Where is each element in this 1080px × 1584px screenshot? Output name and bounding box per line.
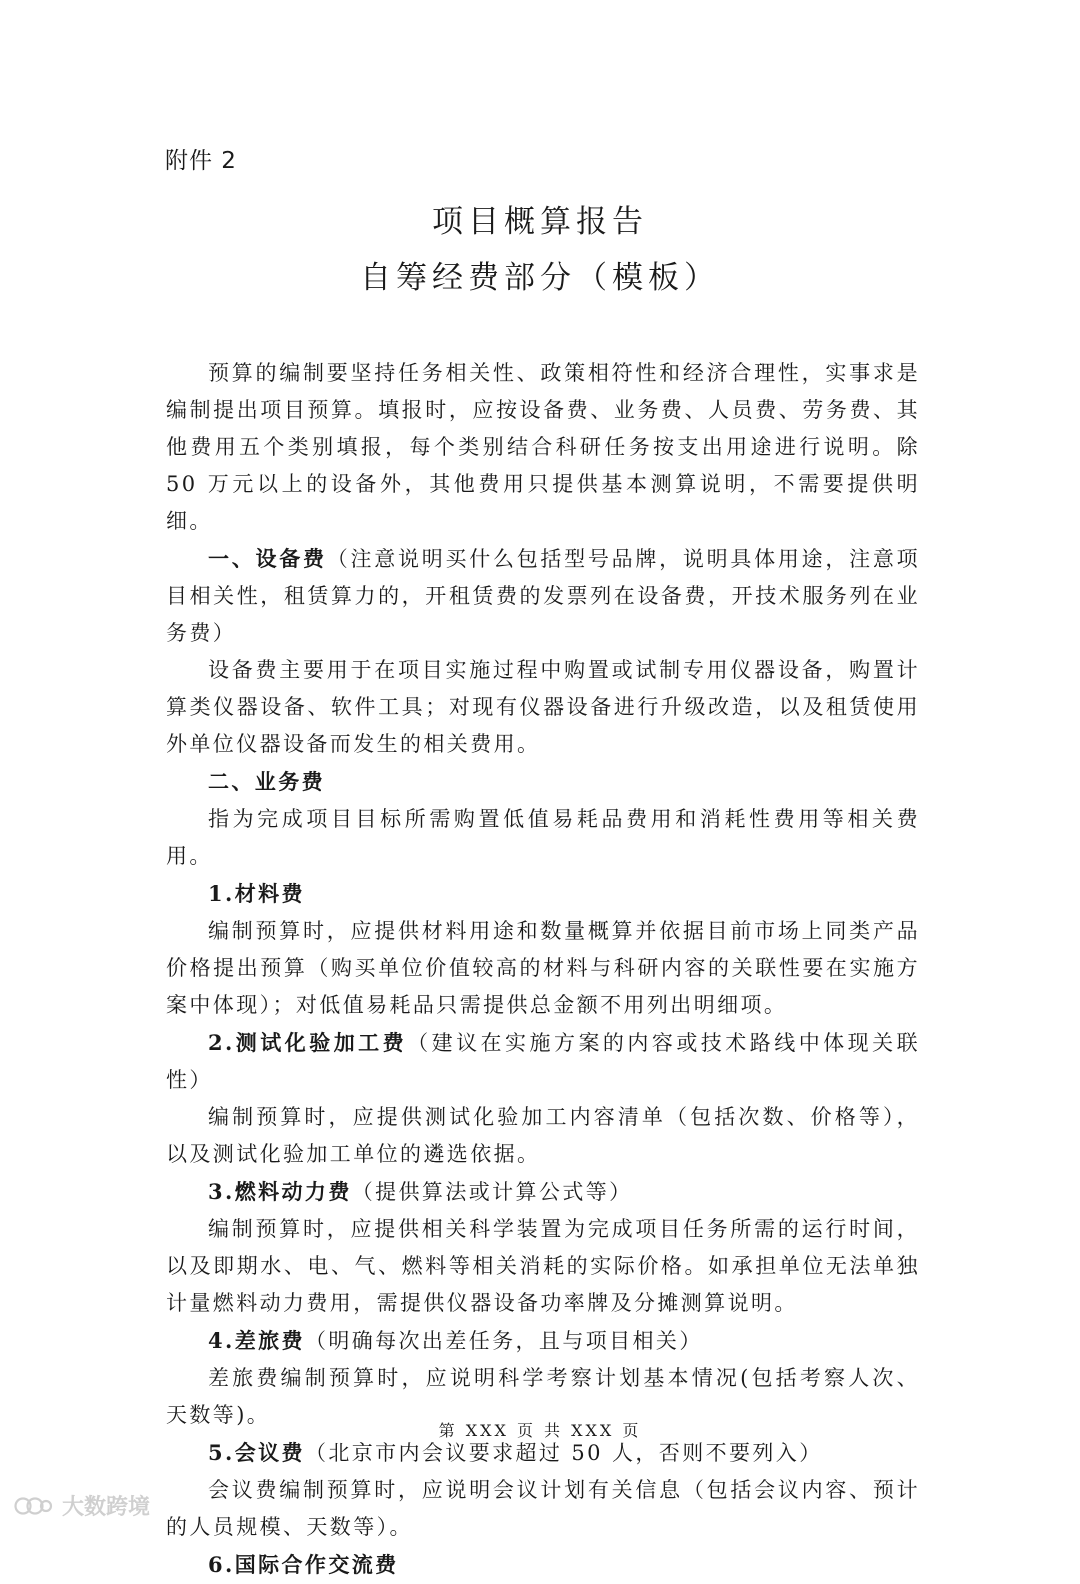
watermark-logo-icon xyxy=(14,1495,54,1517)
item-testing-body: 编制预算时，应提供测试化验加工内容清单（包括次数、价格等），以及测试化验加工单位的遴选依据。 xyxy=(166,1105,920,1166)
section-business-body: 指为完成项目目标所需购置低值易耗品费用和消耗性费用等相关费用。 xyxy=(166,807,920,868)
watermark-text: 大数跨境 xyxy=(62,1495,151,1520)
item-heading: 2.测试化验加工费 xyxy=(208,1030,408,1055)
page-footer: 第 XXX 页 共 XXX 页 xyxy=(438,1421,642,1440)
item-note: （北京市内会议要求超过 50 人，否则不要列入） xyxy=(304,1441,823,1465)
item-note: （建议在实施方案的内容或技术路线中体现关联性） xyxy=(166,1031,920,1092)
attachment-label: 附件 2 xyxy=(165,148,237,174)
document-subtitle: 自筹经费部分（模板） xyxy=(360,260,720,296)
section-equipment xyxy=(166,540,920,652)
item-testing xyxy=(166,1024,920,1099)
document-body xyxy=(166,355,920,1584)
item-meeting-body: 会议费编制预算时，应说明会议计划有关信息（包括会议内容、预计的人员规模、天数等）。 xyxy=(166,1478,920,1539)
item-heading: 6.国际合作交流费 xyxy=(208,1552,399,1577)
item-heading: 3.燃料动力费 xyxy=(208,1179,352,1204)
item-materials-body: 编制预算时，应提供材料用途和数量概算并依据目前市场上同类产品价格提出预算（购买单位价值较高的材料与科研内容的关联性要在实施方案中体现）；对低值易耗品只需提供总金额不用列出明细项。 xyxy=(166,919,920,1017)
item-travel xyxy=(166,1322,920,1360)
section-note: （注意说明买什么包括型号品牌，说明具体用途，注意项目相关性，租赁算力的，开租赁费的发票列在设备费，开技术服务列在业务费） xyxy=(166,547,921,645)
item-travel-body: 差旅费编制预算时，应说明科学考察计划基本情况(包括考察人次、天数等)。 xyxy=(166,1366,920,1427)
section-business xyxy=(166,763,920,801)
item-international xyxy=(166,1546,920,1584)
item-heading: 1.材料费 xyxy=(208,881,305,906)
item-note: （明确每次出差任务，且与项目相关） xyxy=(304,1329,703,1353)
item-materials xyxy=(166,875,920,913)
item-heading: 4.差旅费 xyxy=(208,1328,305,1353)
item-fuel-body: 编制预算时，应提供相关科学装置为完成项目任务所需的运行时间，以及即期水、电、气、燃料等相关消耗的实际价格。如承担单位无法单独计量燃料动力费用，需提供仪器设备功率牌及分摊测算说明。 xyxy=(166,1217,920,1315)
watermark xyxy=(14,1490,150,1521)
section-equipment-body: 设备费主要用于在项目实施过程中购置或试制专用仪器设备，购置计算类仪器设备、软件工具；对现有仪器设备进行升级改造，以及租赁使用外单位仪器设备而发生的相关费用。 xyxy=(166,658,920,756)
section-heading: 二、业务费 xyxy=(208,769,325,794)
section-heading: 一、设备费 xyxy=(208,546,327,571)
item-heading: 5.会议费 xyxy=(208,1440,305,1465)
item-note: （提供算法或计算公式等） xyxy=(351,1180,633,1204)
intro-paragraph: 预算的编制要坚持任务相关性、政策相符性和经济合理性，实事求是编制提出项目预算。填报时，应按设备费、业务费、人员费、劳务费、其他费用五个类别填报，每个类别结合科研任务按支出用途进行说明。除 50 万元以上的设备外，其他费用只提供基本测算说明，不需要提供明细。 xyxy=(166,361,920,533)
document-title: 项目概算报告 xyxy=(432,204,648,240)
item-fuel xyxy=(166,1173,920,1211)
